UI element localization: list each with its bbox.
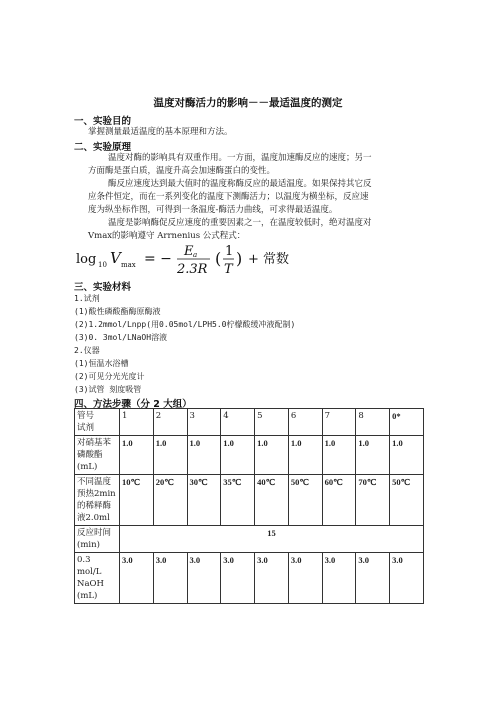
tube-number: 8	[356, 409, 390, 436]
materials-line: (3)试管 刻度吸管	[74, 385, 142, 394]
table-cell: 3.0	[288, 553, 322, 604]
table-cell: 1.0	[255, 436, 289, 475]
table-cell: 3.0	[221, 553, 255, 604]
table-cell: 1.0	[120, 436, 154, 475]
table-cell: 1.0	[288, 436, 322, 475]
row-label: 对硝基苯磷酸酯(mL)	[75, 436, 120, 475]
materials-line: (1)恒温水浴槽	[74, 359, 129, 368]
method-table	[74, 408, 424, 604]
table-cell: 40℃	[255, 475, 289, 526]
purpose-text: 掌握测量最适温度的基本原理和方法。	[88, 127, 233, 137]
materials-line: (1)酸性磷酸酯酶原酶液	[74, 307, 161, 316]
tube-number: 4	[221, 409, 255, 436]
table-cell: 3.0	[255, 553, 289, 604]
row-label: 0.3 mol/L NaOH (mL)	[75, 553, 120, 604]
table-cell: 10℃	[120, 475, 154, 526]
table-cell: 60℃	[322, 475, 356, 526]
formula-paren-close: )	[236, 249, 243, 268]
table-cell: 1.0	[390, 436, 424, 475]
formula-log: log	[76, 252, 97, 267]
table-cell: 35℃	[221, 475, 255, 526]
table-row	[75, 436, 424, 475]
materials-line: 1.试剂	[74, 294, 100, 303]
table-cell: 20℃	[153, 475, 187, 526]
section-heading-method: 四、方法步骤（分 2 大组）	[74, 399, 192, 410]
table-row	[75, 526, 424, 553]
formula-one: 1	[225, 244, 234, 259]
materials-line: (2)可见分光光度计	[74, 372, 145, 381]
table-header-row	[75, 409, 424, 436]
tube-number: 7	[322, 409, 356, 436]
tube-number: 2	[153, 409, 187, 436]
arrhenius-formula	[74, 243, 374, 277]
formula-equals-minus: = −	[144, 251, 172, 267]
row-label: 不同温度预热2min的稀释酶液2.0ml	[75, 475, 120, 526]
materials-line: (2)1.2mmol/Lnpp(用0.05mol/LPH5.0柠檬酸缓冲液配制)	[74, 320, 296, 329]
formula-denominator: 2.3R	[177, 262, 208, 277]
formula-v: V	[110, 249, 121, 267]
principle-line: 方面酶是蛋白质，温度升高会加速酶蛋白的变性。	[88, 166, 276, 176]
tube-number: 6	[288, 409, 322, 436]
table-cell: 50℃	[390, 475, 424, 526]
section-heading-materials: 三、实验材料	[74, 282, 132, 293]
formula-ea: E	[184, 244, 194, 259]
table-cell: 30℃	[187, 475, 221, 526]
formula-constant: + 常数	[248, 252, 290, 267]
principle-line: 温度是影响酶促反应速度的重要因素之一，在温度较低时，绝对温度对	[108, 218, 372, 228]
section-heading-principle: 二、实验原理	[74, 142, 132, 153]
table-cell: 70℃	[356, 475, 390, 526]
table-cell: 1.0	[221, 436, 255, 475]
table-row	[75, 475, 424, 526]
table-cell: 1.0	[356, 436, 390, 475]
table-cell: 3.0	[356, 553, 390, 604]
table-row	[75, 553, 424, 604]
table-cell: 1.0	[322, 436, 356, 475]
table-header-label: 管号 试剂	[75, 409, 120, 436]
table-cell: 3.0	[322, 553, 356, 604]
principle-line: 酶反应速度达到最大值时的温度称酶反应的最适温度。如果保持其它反	[108, 179, 372, 189]
table-cell: 3.0	[390, 553, 424, 604]
principle-line: 温度对酶的影响具有双重作用。一方面，温度加速酶反应的速度；另一	[108, 153, 372, 163]
principle-line: Vmax的影响遵守 Arrnenius 公式程式：	[88, 231, 246, 241]
document-title: 温度对酶活力的影响－－最适温度的测定	[153, 97, 343, 109]
tube-number: 5	[255, 409, 289, 436]
formula-t: T	[224, 262, 233, 277]
formula-log-base: 10	[98, 261, 107, 269]
materials-line: 2.仪器	[74, 346, 100, 355]
section-heading-purpose: 一、实验目的	[74, 116, 132, 127]
principle-line: 应条件恒定，而在一系列变化的温度下测酶活力；以温度为横坐标，反应速	[88, 192, 369, 202]
formula-ea-sub: a	[193, 251, 198, 259]
formula-vmax-sub: max	[121, 261, 136, 269]
merged-reaction-time-cell: 15	[120, 526, 424, 553]
tube-number: 3	[187, 409, 221, 436]
principle-line: 度为纵坐标作图，可得到一条温度-酶活力曲线，可求得最适温度。	[88, 205, 338, 215]
table-cell: 3.0	[187, 553, 221, 604]
tube-number: 1	[120, 409, 154, 436]
table-cell: 50℃	[288, 475, 322, 526]
formula-paren-open: (	[215, 249, 222, 268]
table-cell: 1.0	[153, 436, 187, 475]
tube-number: 0*	[390, 409, 424, 436]
row-label: 反应时间(min)	[75, 526, 120, 553]
table-cell: 3.0	[153, 553, 187, 604]
materials-line: (3)0. 3mol/LNaOH溶液	[74, 333, 168, 342]
table-cell: 1.0	[187, 436, 221, 475]
table-cell: 3.0	[120, 553, 154, 604]
